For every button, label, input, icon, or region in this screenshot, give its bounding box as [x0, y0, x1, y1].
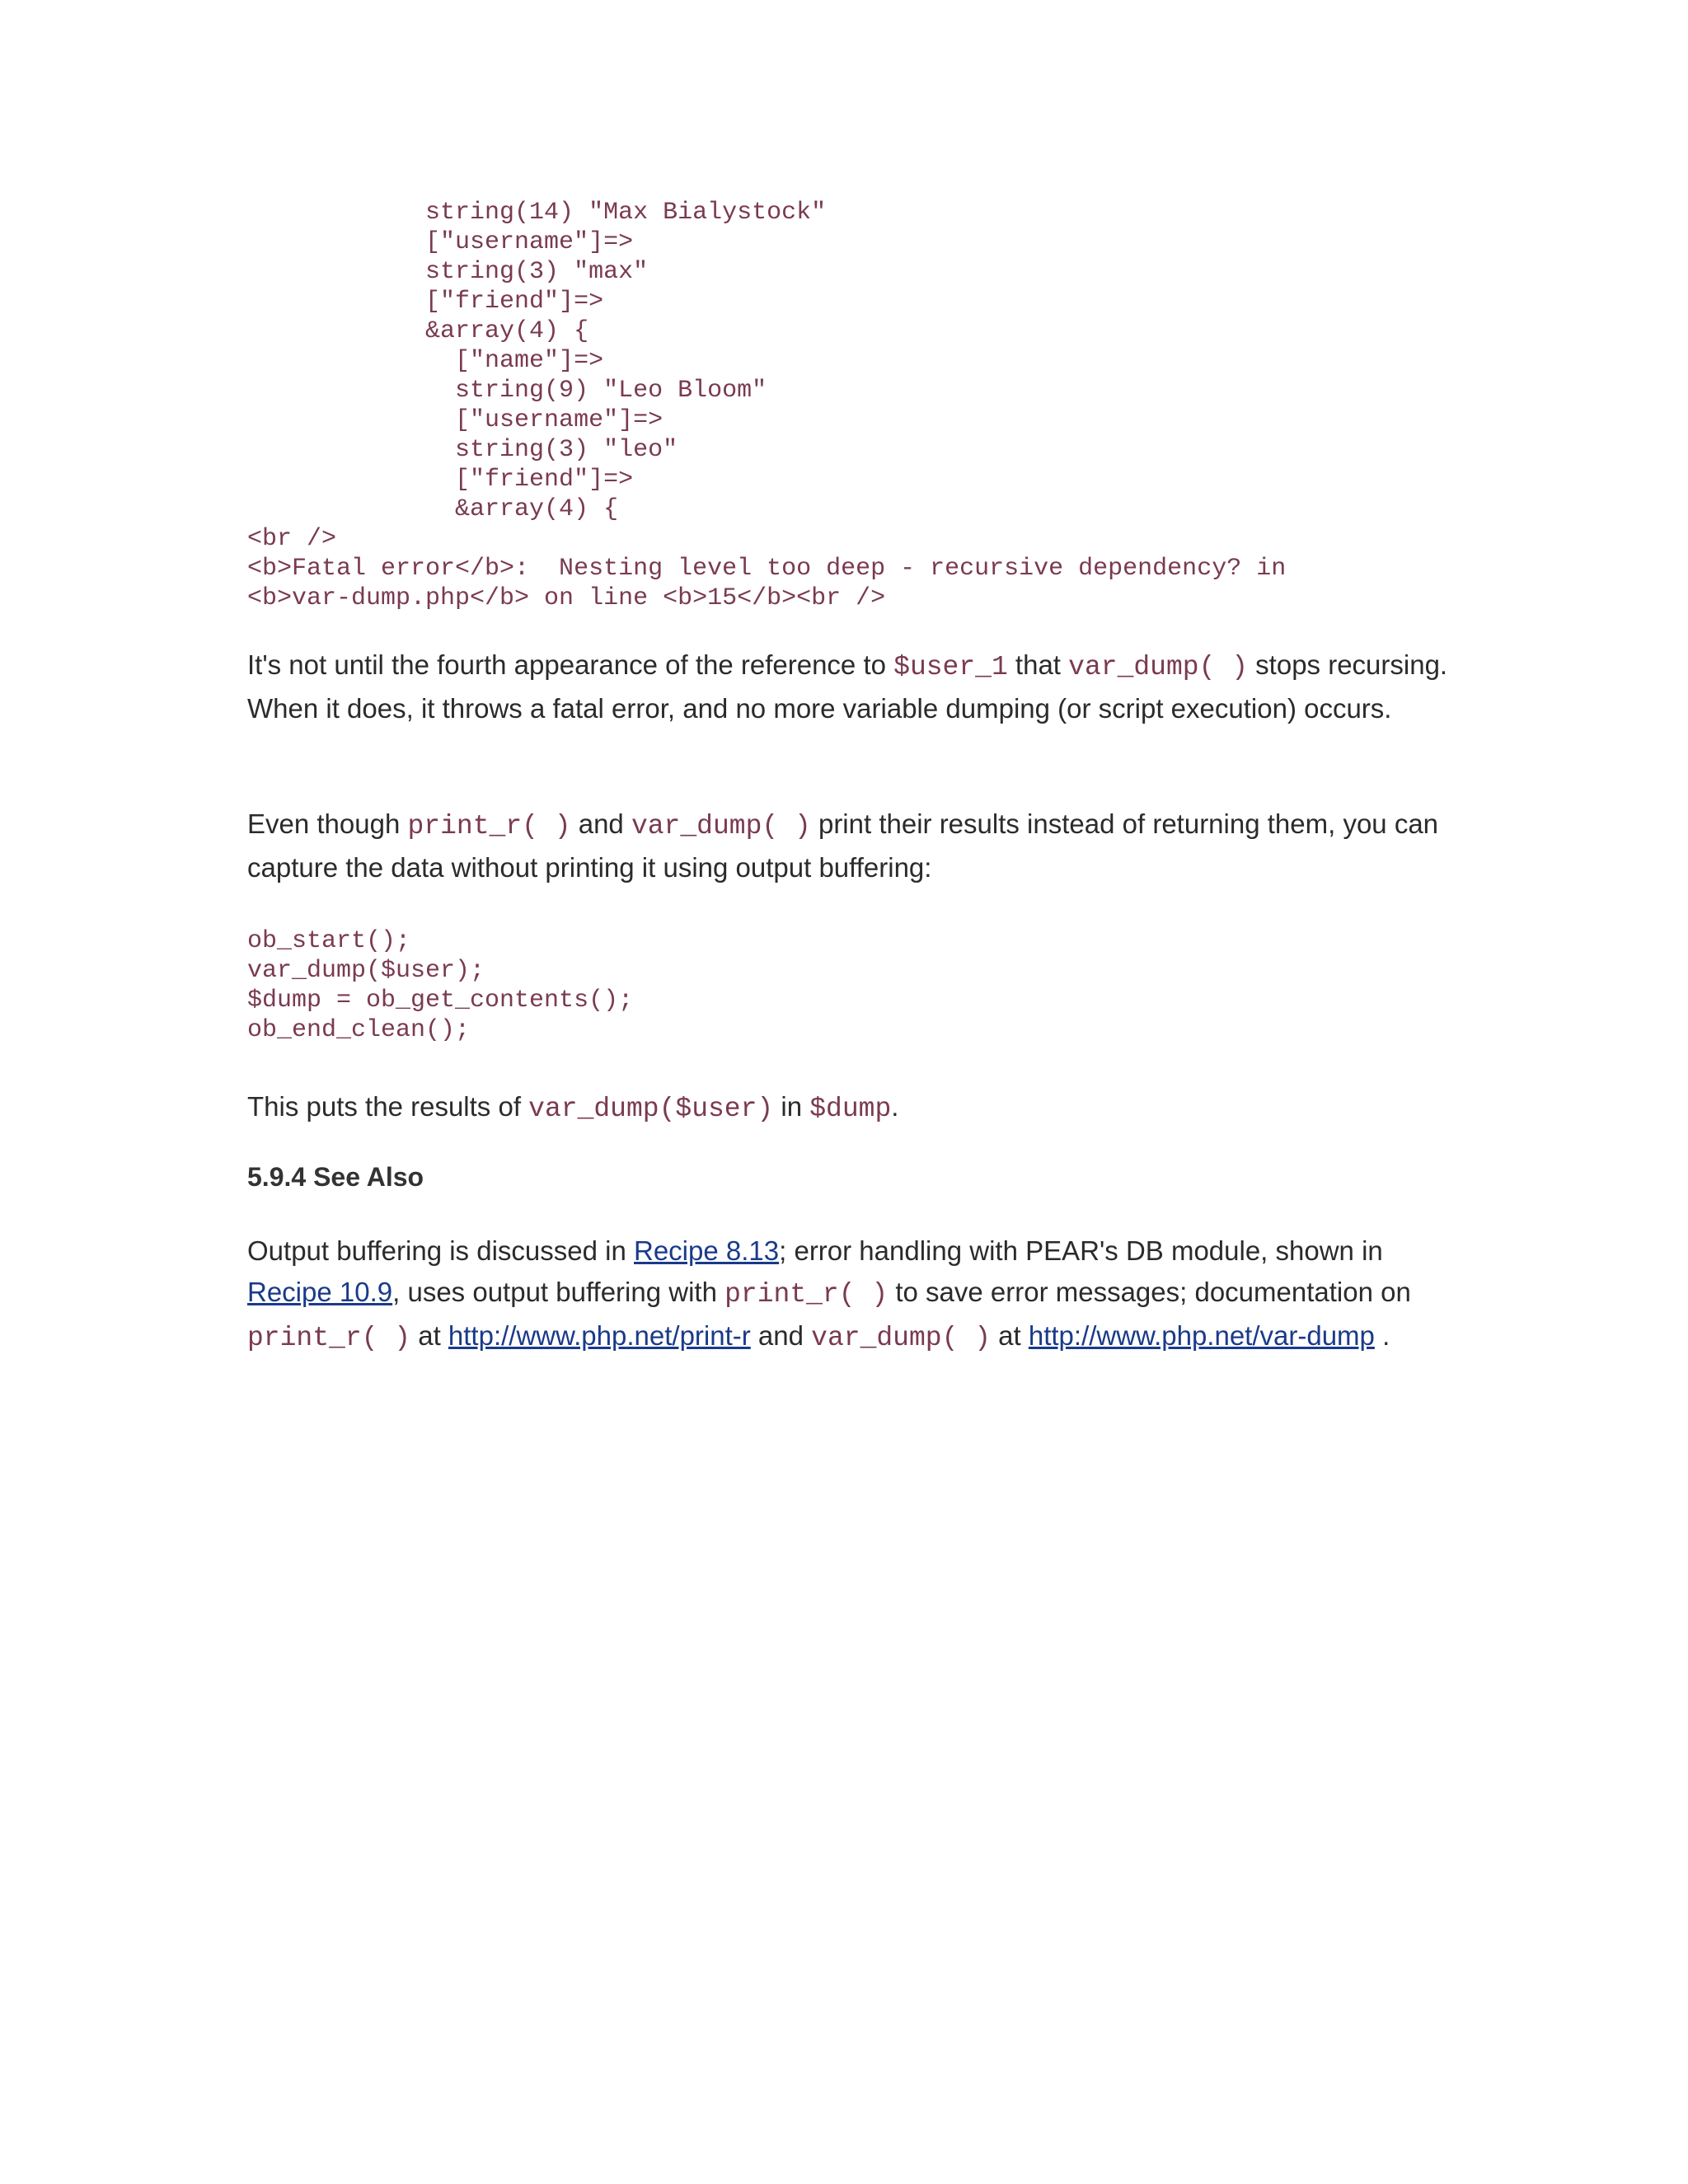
text: at: [410, 1320, 448, 1351]
inline-code: var_dump( ): [1068, 652, 1248, 682]
code-line: &array(4) {: [247, 317, 589, 345]
code-line: ["name"]=>: [247, 347, 604, 375]
section-heading: 5.9.4 See Also: [247, 1162, 424, 1192]
code-line: ["friend"]=>: [247, 288, 604, 316]
inline-code: $user_1: [893, 652, 1008, 682]
text: and: [570, 808, 631, 839]
text: that: [1007, 649, 1069, 680]
inline-code: $dump: [809, 1094, 892, 1124]
text: in: [773, 1091, 810, 1122]
text: .: [891, 1091, 899, 1122]
inline-code: print_r( ): [407, 811, 571, 841]
paragraph-output-buffering: [247, 804, 1451, 888]
text: stops recursing. When it does, it throws a fatal error, and no more variable dumping (or script execution) occurs.: [247, 649, 1448, 724]
code-line: string(3) "leo": [247, 436, 678, 464]
paragraph-see-also: [247, 1230, 1451, 1359]
text: at: [991, 1320, 1029, 1351]
code-line: string(3) "max": [247, 258, 649, 286]
link-recipe-8-13[interactable]: Recipe 8.13: [634, 1235, 780, 1266]
inline-code: var_dump( ): [631, 811, 811, 841]
link-recipe-10-9[interactable]: Recipe 10.9: [247, 1277, 393, 1307]
code-line: ["username"]=>: [247, 406, 663, 434]
code-line: var_dump($user);: [247, 957, 485, 985]
text: ; error handling with PEAR's DB module, shown in: [779, 1235, 1383, 1266]
code-line: <b>Fatal error</b>: Nesting level too deep - recursive dependency? in: [247, 555, 1287, 583]
code-line: $dump = ob_get_contents();: [247, 987, 634, 1015]
text: Output buffering is discussed in: [247, 1235, 634, 1266]
code-line: string(14) "Max Bialystock": [247, 199, 827, 227]
text: to save error messages; documentation on: [888, 1277, 1411, 1307]
code-example: [247, 926, 633, 1045]
code-line: &array(4) {: [247, 495, 619, 523]
var-dump-output: [247, 198, 1286, 613]
text: print their results instead of returning them, you can capture the data without printing it using output buffering:: [247, 808, 1439, 883]
paragraph-recursion: [247, 644, 1451, 729]
inline-code: var_dump( ): [811, 1323, 991, 1353]
code-line: string(9) "Leo Bloom": [247, 377, 767, 405]
code-line: ob_end_clean();: [247, 1016, 471, 1044]
inline-code: var_dump($user): [528, 1094, 774, 1124]
paragraph-result: [247, 1086, 1451, 1130]
text: This puts the results of: [247, 1091, 529, 1122]
text: .: [1374, 1320, 1390, 1351]
text: and: [750, 1320, 812, 1351]
text: Even though: [247, 808, 408, 839]
link-php-print-r[interactable]: http://www.php.net/print-r: [448, 1320, 751, 1351]
text: , uses output buffering with: [392, 1277, 725, 1307]
code-line: ["friend"]=>: [247, 466, 634, 494]
code-line: ob_start();: [247, 927, 411, 955]
code-line: <b>var-dump.php</b> on line <b>15</b><br />: [247, 584, 886, 612]
inline-code: print_r( ): [247, 1323, 411, 1353]
text: It's not until the fourth appearance of the reference to: [247, 649, 894, 680]
link-php-var-dump[interactable]: http://www.php.net/var-dump: [1028, 1320, 1375, 1351]
code-line: ["username"]=>: [247, 228, 634, 256]
code-line: <br />: [247, 525, 337, 553]
inline-code: print_r( ): [724, 1279, 889, 1310]
